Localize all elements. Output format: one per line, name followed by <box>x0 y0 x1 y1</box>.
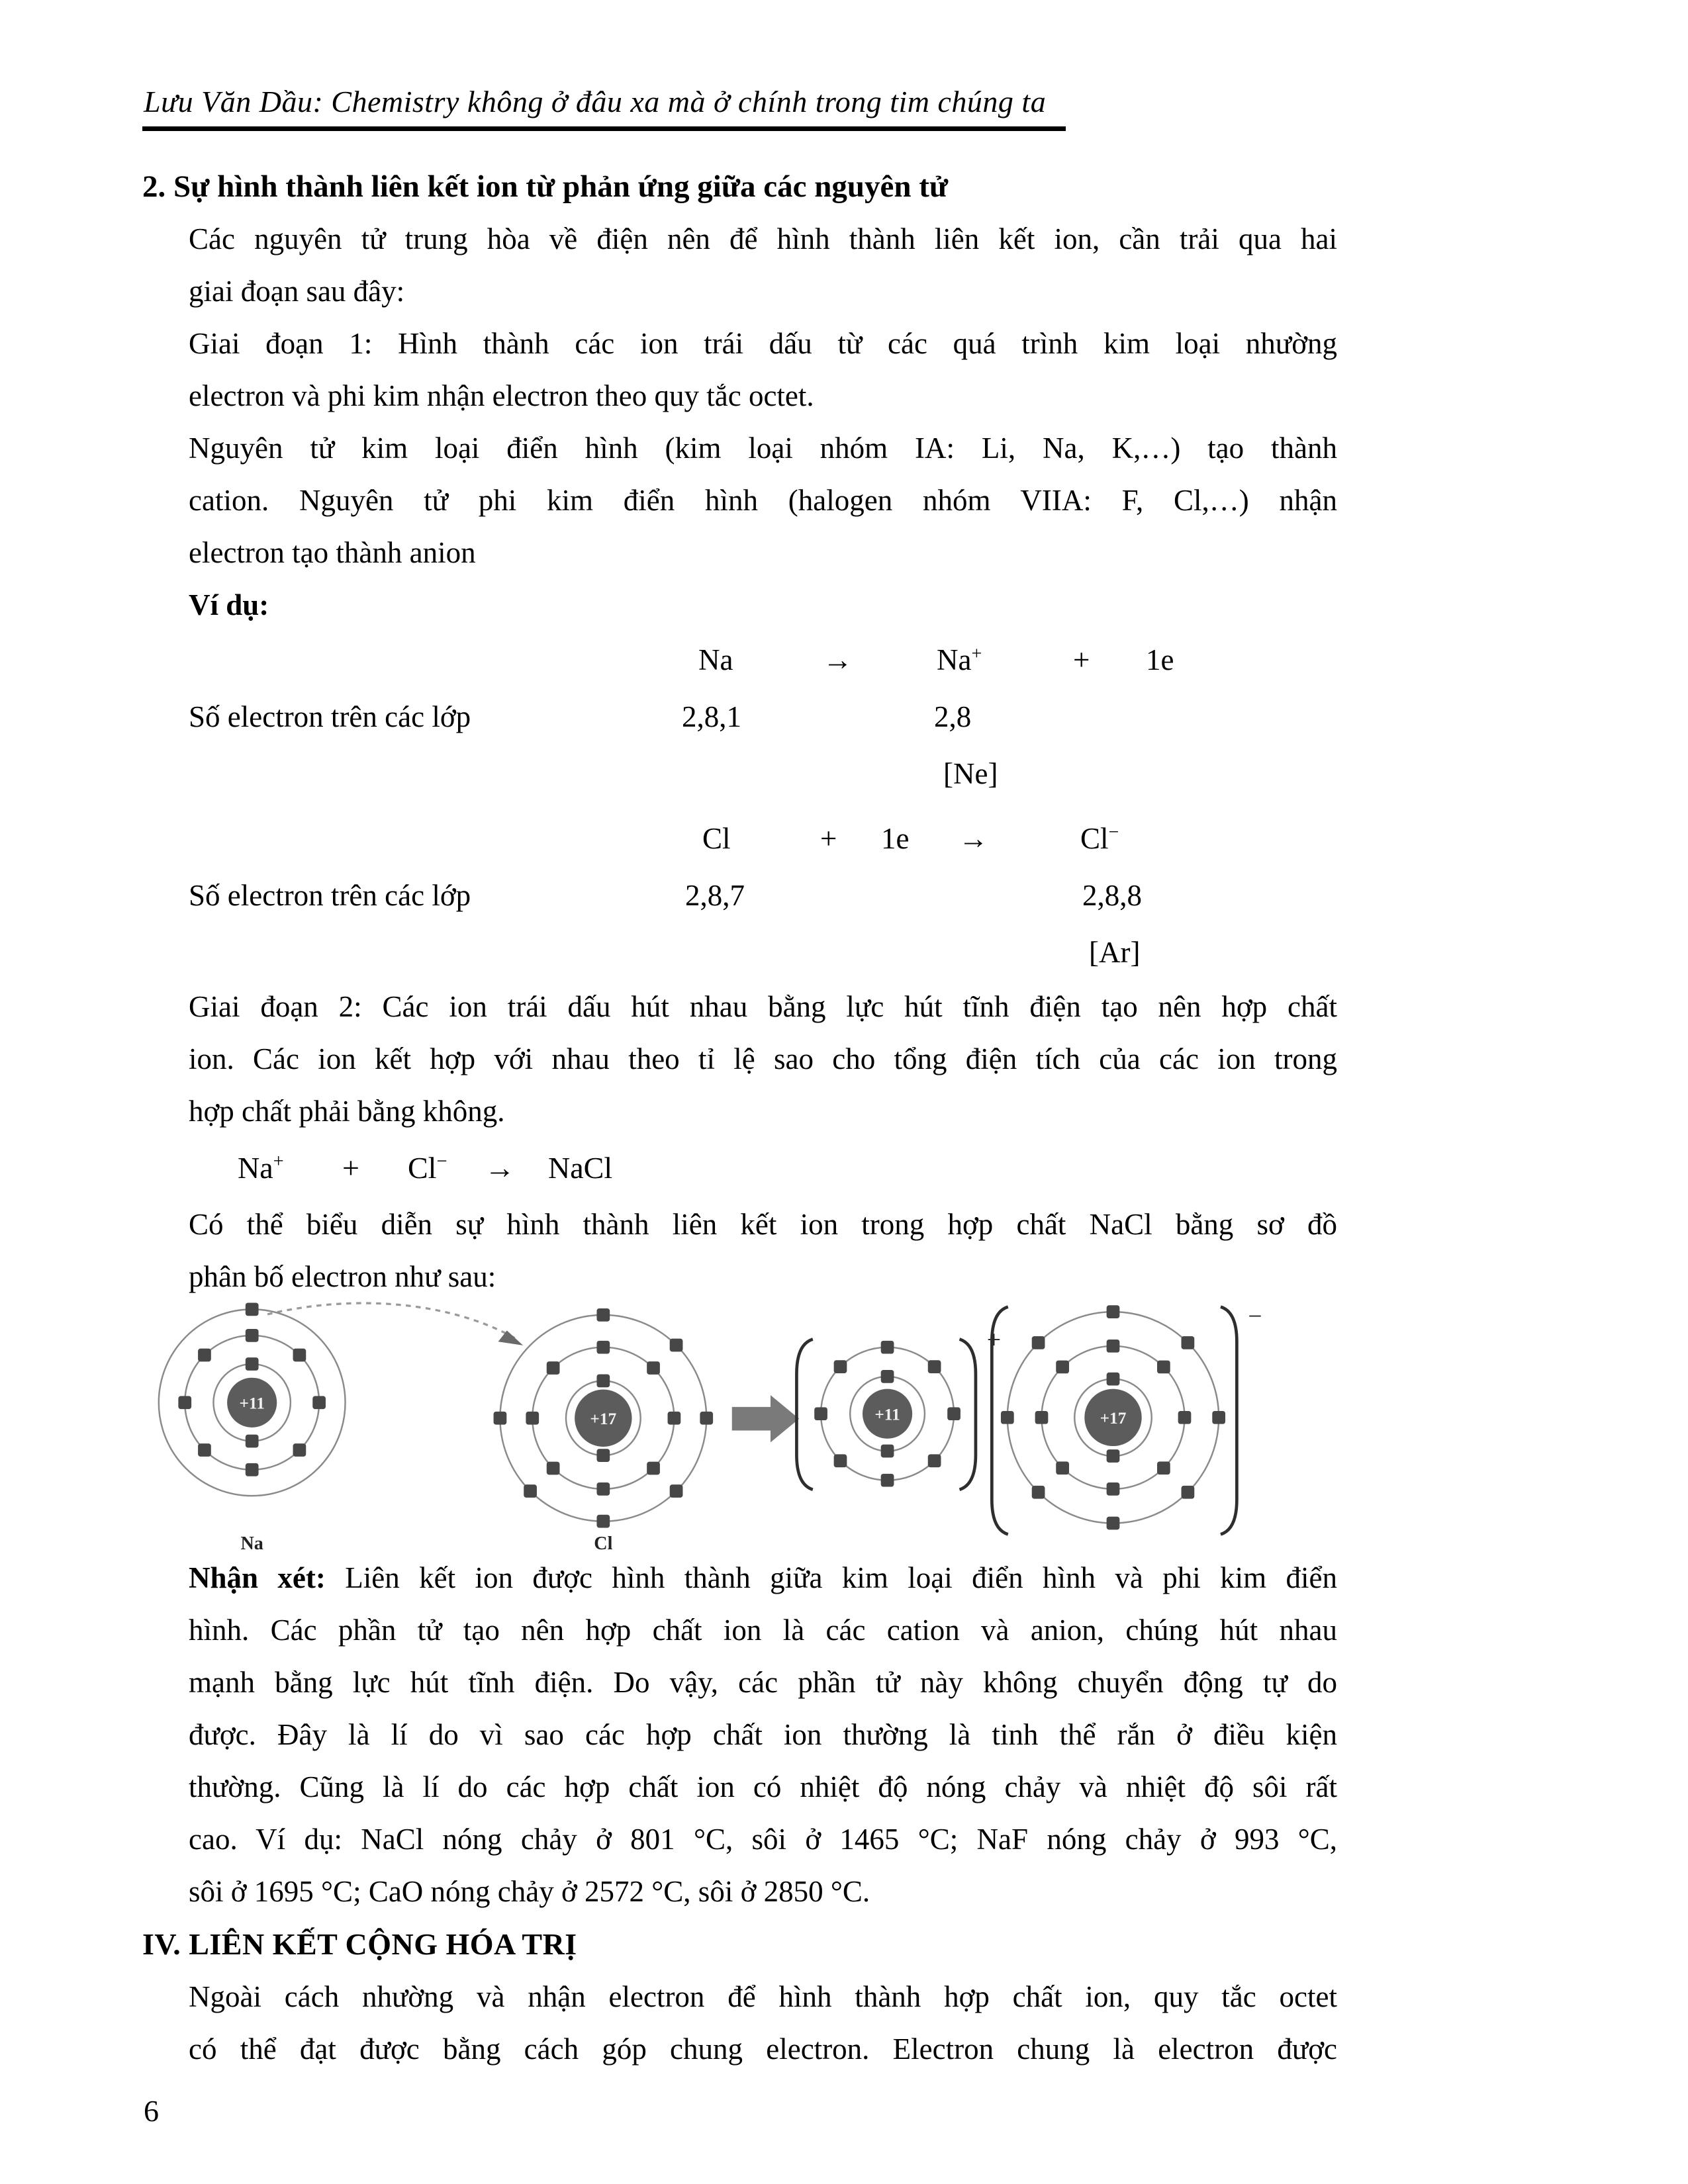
ion-charge: + <box>273 1151 284 1172</box>
ion-base: Na <box>937 643 972 676</box>
svg-text:Na: Na <box>240 1533 263 1554</box>
product-nacl: NaCl <box>548 1151 613 1185</box>
note-label: Nhận xét: <box>189 1561 326 1594</box>
paragraph-line: ion. Các ion kết hợp với nhau theo tỉ lệ sao cho tổng điện tích của các ion trong <box>189 1042 1337 1075</box>
paragraph-line: Giai đoạn 2: Các ion trái dấu hút nhau bằng lực hút tĩnh điện tạo nên hợp chất <box>189 990 1337 1023</box>
paragraph-line: hợp chất phải bằng không. <box>189 1095 505 1128</box>
species-cl: Cl <box>702 822 731 855</box>
config-cl-anion: 2,8,8 <box>1082 879 1142 912</box>
ion-charge: − <box>436 1151 447 1172</box>
equation-sodium <box>142 631 1546 802</box>
transfer-arrowhead-icon <box>498 1330 524 1345</box>
plus-sign: + <box>820 822 837 855</box>
paragraph-line: có thể đạt được bằng cách góp chung electron. Electron chung là electron được <box>189 2032 1337 2066</box>
equation-row <box>189 924 1337 981</box>
ion-na <box>238 1138 284 1199</box>
electron-transfer-arc <box>267 1303 517 1339</box>
paragraph-line: electron và phi kim nhận electron theo quy tắc octet. <box>189 379 814 412</box>
paragraph-line: Các nguyên tử trung hòa về điện nên để hình thành liên kết ion, cần trải qua hai <box>189 222 1337 255</box>
ion-charge: − <box>1108 822 1119 842</box>
paragraph-line: phân bố electron như sau: <box>189 1260 496 1293</box>
paragraph-line: Giai đoạn 1: Hình thành các ion trái dấu từ các quá trình kim loại nhường <box>189 327 1337 360</box>
svg-text:−: − <box>1248 1302 1262 1330</box>
arrow-glyph: → <box>959 822 988 855</box>
electron-term: 1e <box>1146 643 1174 676</box>
paragraph-line: thường. Cũng là lí do các hợp chất ion có nhiệt độ nóng chảy và nhiệt độ sôi rất <box>189 1770 1337 1803</box>
paragraph-covalent-intro <box>189 1971 1337 2075</box>
ionic-equation <box>189 1138 1337 1199</box>
reaction-arrow-icon <box>732 1395 799 1442</box>
ion-charge: + <box>971 643 982 664</box>
paragraph-line: electron tạo thành anion <box>189 536 476 569</box>
plus-sign: + <box>342 1151 359 1185</box>
paragraph-line: cao. Ví dụ: NaCl nóng chảy ở 801 °C, sôi ở 1465 °C; NaF nóng chảy ở 993 °C, <box>189 1822 1337 1856</box>
note-text: Liên kết ion được hình thành giữa kim loại điển hình và phi kim điển <box>345 1561 1338 1594</box>
arrow-glyph: → <box>485 1151 515 1185</box>
config-cl: 2,8,7 <box>685 879 745 912</box>
svg-text:Cl: Cl <box>594 1533 613 1554</box>
paragraph-line: sôi ở 1695 °C; CaO nóng chảy ở 2572 °C, sôi ở 2850 °C. <box>189 1874 870 1908</box>
Na-ion <box>796 1327 1001 1490</box>
paragraph-line <box>189 1552 1337 1604</box>
ion-base: Na <box>238 1151 273 1185</box>
paragraph-line: giai đoạn sau đây: <box>189 275 405 308</box>
species-na: Na <box>698 643 733 676</box>
species-cl-anion <box>1080 810 1119 867</box>
example-label-block <box>189 579 1337 631</box>
ion-cl <box>408 1138 447 1199</box>
Na-atom <box>159 1303 346 1554</box>
page-number: 6 <box>144 2093 159 2128</box>
electron-term: 1e <box>881 822 910 855</box>
paragraph-line: hình. Các phần tử tạo nên hợp chất ion là các cation và anion, chúng hút nhau <box>189 1613 1337 1647</box>
electron-distribution-diagram <box>146 1303 1272 1552</box>
paragraph-line: được. Đây là lí do vì sao các hợp chất ion thường là tinh thể rắn ở điều kiện <box>189 1717 1337 1751</box>
config-na-cation: 2,8 <box>934 700 972 733</box>
equation-row <box>189 867 1337 924</box>
svg-text:+11: +11 <box>239 1394 265 1413</box>
equation-row <box>189 810 1337 867</box>
plus-sign: + <box>1073 643 1090 676</box>
ion-base: Cl <box>1080 822 1109 855</box>
svg-text:+17: +17 <box>590 1410 617 1429</box>
Cl-atom <box>494 1308 714 1554</box>
species-na-cation <box>937 631 982 688</box>
svg-text:+11: +11 <box>874 1405 900 1424</box>
svg-text:+17: +17 <box>1100 1409 1127 1428</box>
example-label: Ví dụ: <box>189 588 269 621</box>
paragraph-typical-elements <box>189 422 1337 579</box>
electron-shell-label: Số electron trên các lớp <box>189 700 471 733</box>
paragraph-line: mạnh bằng lực hút tĩnh điện. Do vậy, các phần tử này không chuyển động tự do <box>189 1665 1337 1699</box>
paragraph-stage1 <box>189 318 1337 422</box>
paragraph-note <box>189 1552 1337 1918</box>
ion-base: Cl <box>408 1151 437 1185</box>
paragraph-scheme-intro <box>189 1199 1337 1303</box>
arrow-glyph: → <box>823 643 853 676</box>
section-2-heading: 2. Sự hình thành liên kết ion từ phản ứng giữa các nguyên tử <box>142 169 949 204</box>
equation-row <box>189 745 1337 802</box>
noble-gas-config-ne: [Ne] <box>943 757 998 790</box>
paragraph-line: Nguyên tử kim loại điển hình (kim loại nhóm IA: Li, Na, K,…) tạo thành <box>189 432 1337 465</box>
paragraph-line: Ngoài cách nhường và nhận electron để hình thành hợp chất ion, quy tắc octet <box>189 1979 1337 2013</box>
paragraph-stage2 <box>189 981 1337 1138</box>
paragraph-line: Có thể biểu diễn sự hình thành liên kết ion trong hợp chất NaCl bằng sơ đồ <box>189 1208 1337 1241</box>
section-4-heading: IV. LIÊN KẾT CỘNG HÓA TRỊ <box>142 1927 577 1961</box>
equation-chlorine <box>142 810 1546 981</box>
Cl-ion <box>992 1303 1262 1534</box>
equation-row <box>189 631 1337 688</box>
electron-shell-label: Số electron trên các lớp <box>189 879 471 912</box>
paragraph-intro <box>189 213 1337 318</box>
paragraph-line: cation. Nguyên tử phi kim điển hình (halogen nhóm VIIA: F, Cl,…) nhận <box>189 484 1337 517</box>
equation-row <box>189 688 1337 745</box>
page-header <box>142 83 1546 131</box>
svg-text:+: + <box>986 1326 1002 1354</box>
noble-gas-config-ar: [Ar] <box>1089 936 1141 969</box>
config-na: 2,8,1 <box>682 700 741 733</box>
header-title: Lưu Văn Dầu: Chemistry không ở đâu xa mà ở chính trong tim chúng ta <box>142 83 1066 131</box>
